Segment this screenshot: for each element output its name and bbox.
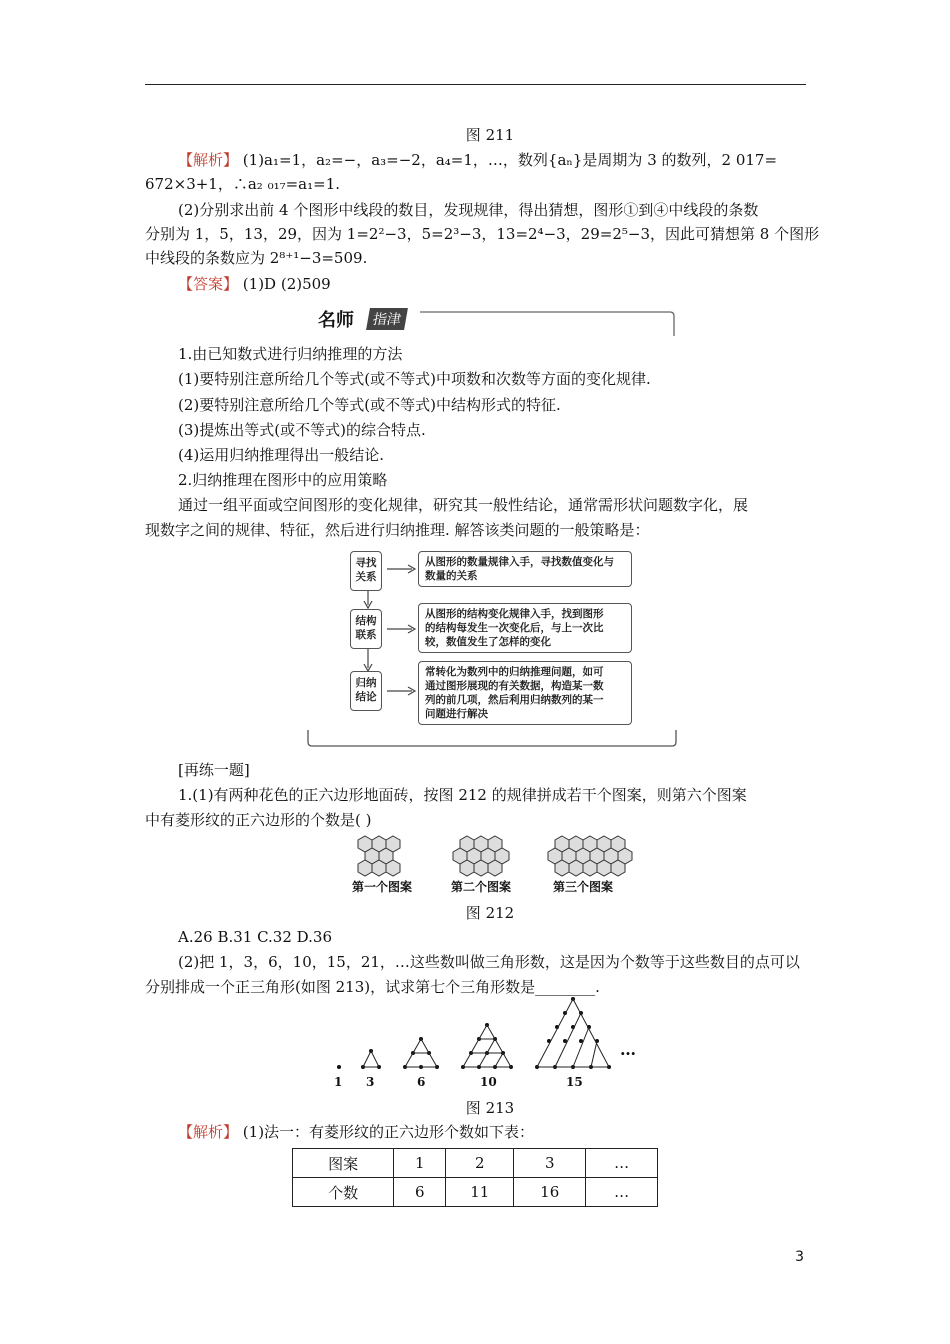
tip-1: 1.由已知数式进行归纳推理的方法 [178, 345, 403, 363]
banner-badge: 指津 [366, 308, 408, 330]
table-cell: 6 [394, 1178, 446, 1207]
strategy-flowchart [340, 545, 640, 720]
triangle-label-15: 15 [566, 1075, 583, 1089]
answer-tag: 【答案】 [178, 275, 239, 293]
table-cell: 个数 [293, 1178, 394, 1207]
tip-5: (4)运用归纳推理得出一般结论. [178, 446, 385, 464]
flow-step-structure: 结构 联系 [350, 609, 382, 649]
pattern-label-2: 第二个图案 [451, 880, 512, 894]
answer-line [178, 273, 331, 295]
table-row [293, 1149, 658, 1178]
tip-4: (3)提炼出等式(或不等式)的综合特点. [178, 421, 426, 439]
banner-frame [310, 304, 676, 336]
table-cell: … [586, 1178, 658, 1207]
pattern-label-1: 第一个图案 [352, 880, 413, 894]
flow-step-find: 寻找 关系 [350, 551, 382, 591]
banner-title: 名师 [318, 310, 354, 331]
table-cell: 3 [514, 1149, 586, 1178]
analysis-tag: 【解析】 [178, 151, 239, 169]
table-cell: 11 [446, 1178, 514, 1207]
hexagon-patterns [355, 832, 645, 877]
question-1-line-2: 中有菱形纹的正六边形的个数是( ) [145, 811, 372, 829]
table-cell: 1 [394, 1149, 446, 1178]
analysis-line-3: (2)分别求出前 4 个图形中线段的数目，发现规律，得出猜想，图形①到④中线段的条数 [178, 201, 759, 219]
tip-3: (2)要特别注意所给几个等式(或不等式)中结构形式的特征. [178, 396, 561, 414]
flow-desc-3: 常转化为数列中的归纳推理问题，如可 通过图形展现的有关数据，构造某一数 列的前几项，然后利用归纳数列的某一 问题进行解决 [418, 661, 632, 725]
triangle-label-6: 6 [417, 1075, 426, 1089]
triangle-label-10: 10 [480, 1075, 497, 1089]
strategy-line-1: 通过一组平面或空间图形的变化规律，研究其一般性结论，通常需形状问题数字化，展 [178, 496, 749, 514]
tip-6: 2.归纳推理在图形中的应用策略 [178, 471, 388, 489]
table-cell: 2 [446, 1149, 514, 1178]
triangular-number-figures [325, 995, 655, 1075]
analysis-line-5: 中线段的条数应为 2⁸⁺¹−3=509. [145, 249, 368, 267]
table-cell: 16 [514, 1178, 586, 1207]
page-number: 3 [795, 1249, 804, 1265]
pattern-label-3: 第三个图案 [553, 880, 614, 894]
table-cell: 图案 [293, 1149, 394, 1178]
strategy-line-2: 现数字之间的规律、特征，然后进行归纳推理. 解答该类问题的一般策略是： [145, 521, 650, 539]
pattern-count-table [292, 1148, 658, 1207]
solution-text: (1)法一：有菱形纹的正六边形个数如下表： [242, 1123, 535, 1141]
triangle-label-3: 3 [366, 1075, 375, 1089]
analysis-text-1: (1)a₁=1，a₂=−，a₃=−2，a₄=1，…，数列{aₙ}是周期为 3 的数列，2 017= [242, 151, 778, 169]
answer-text: (1)D (2)509 [242, 275, 331, 293]
figure-caption-213: 图 213 [465, 1099, 515, 1117]
triangle-label-1: 1 [334, 1075, 343, 1089]
flow-step-conclude: 归纳 结论 [350, 671, 382, 711]
question-1-line-1: 1.(1)有两种花色的正六边形地面砖，按图 212 的规律拼成若干个图案，则第六个图案 [178, 786, 747, 804]
analysis-line-2: 672×3+1，∴a₂ ₀₁₇=a₁=1. [145, 175, 341, 193]
header-rule [145, 84, 806, 85]
figure-caption-211: 图 211 [465, 126, 515, 144]
tip-2: (1)要特别注意所给几个等式(或不等式)中项数和次数等方面的变化规律. [178, 370, 651, 388]
figure-caption-212: 图 212 [465, 904, 515, 922]
solution-tag: 【解析】 [178, 1123, 239, 1141]
triangle-ellipsis: … [620, 1040, 636, 1059]
practice-header: [再练一题] [178, 761, 250, 779]
question-2-line-2: 分别排成一个正三角形(如图 213)，试求第七个三角形数是________. [145, 978, 600, 996]
flow-desc-1: 从图形的数量规律入手，寻找数值变化与 数量的关系 [418, 551, 632, 587]
question-2-line-1: (2)把 1，3，6，10，15，21，…这些数叫做三角形数，这是因为个数等于这些数目的点可以 [178, 953, 800, 971]
solution-line [178, 1121, 534, 1143]
flow-desc-2: 从图形的结构变化规律入手，找到图形 的结构每发生一次变化后，与上一次比 较，数值发生了怎样的变化 [418, 603, 632, 653]
answer-options: A.26 B.31 C.32 D.36 [178, 928, 333, 946]
table-cell: … [586, 1149, 658, 1178]
table-row [293, 1178, 658, 1207]
tips-bottom-bracket [306, 730, 678, 750]
analysis-line-1 [178, 149, 777, 171]
analysis-line-4: 分别为 1，5，13，29，因为 1=2²−3，5=2³−3，13=2⁴−3，29=2⁵−3，因此可猜想第 8 个图形 [145, 225, 820, 243]
tips-banner [310, 304, 676, 336]
